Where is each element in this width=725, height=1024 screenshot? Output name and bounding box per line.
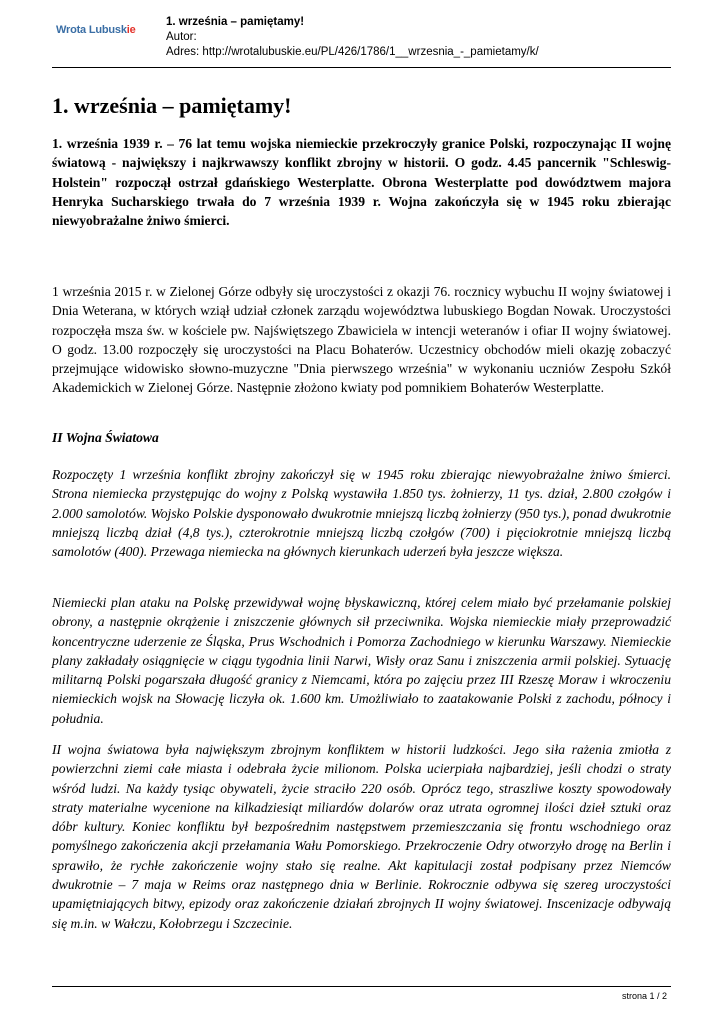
section-title: II Wojna Światowa bbox=[52, 430, 159, 445]
article-lead: 1. września 1939 r. – 76 lat temu wojska niemieckie przekroczyły granice Polski, rozpoczynając II wojnę światową - największy i najkrwawszy konflikt zbrojny w historii. O godz. 4.45 pancernik "Schleswig-Holstein" rozpoczął ostrzał gdańskiego Westerplatte. Obrona Westerplatte pod dowództwem majora Henryka Sucharskiego trwała do 7 września 1939 r. Wojna zakończyła się w 1945 roku zbierając niewyobrażalne żniwo śmierci. bbox=[52, 136, 671, 229]
wrota-lubuskie-logo bbox=[56, 24, 136, 36]
article-paragraph-3: Niemiecki plan ataku na Polskę przewidywał wojnę błyskawiczną, której celem miało być przełamanie polskiej obrony, a następnie okrążenie i zniszczenie głównych sił przeciwnika. Wojska niemieckie miały przeprowadzić koncentryczne uderzenie ze Śląska, Prus Wschodnich i Pomorza Zachodniego w kierunku Warszawy. Niemieckie plany zakładały osiągnięcie w ciągu tygodnia linii Narwi, Wisły oraz Sanu i zniszczenia armii polskiej. Sytuację militarną Polski pogarszała długość granicy z Niemcami, która po zajęciu przez III Rzeszę Moraw i wkroczeniu niemieckich wojsk na Słowację liczyła ok. 1.600 km. Umożliwiało to zaatakowanie Polski z zachodu, północy i południa. bbox=[52, 595, 671, 726]
page-number: strona 1 / 2 bbox=[621, 991, 667, 1001]
page-header bbox=[56, 15, 670, 67]
header-author: Autor: bbox=[166, 31, 197, 43]
header-meta bbox=[166, 15, 539, 60]
article-paragraph-2: Rozpoczęty 1 września konflikt zbrojny zakończył się w 1945 roku zbierając niewyobrażalne żniwo śmierci. Strona niemiecka przystępując do wojny z Polską wystawiła 1.850 tys. żołnierzy, 11 tys. dział, 2.800 czołgów i 2.000 samolotów. Wojsko Polskie dysponowało dwukrotnie mniejszą liczbą żołnierzy (950 tys.), ponad dwukrotnie mniejszą liczbą dział (4,8 tys.), czterokrotnie mniejszą liczbą czołgów (700) i pięciokrotnie mniejszą liczbą samolotów (400). Przewaga niemiecka na głównych kierunkach uderzeń była jeszcze większa. bbox=[52, 467, 671, 560]
header-title: 1. września – pamiętamy! bbox=[166, 16, 305, 28]
header-divider bbox=[52, 67, 671, 68]
logo-text-accent: ie bbox=[126, 24, 136, 36]
article-paragraph-4: II wojna światowa była największym zbrojnym konfliktem w historii ludzkości. Jego siła rażenia zmiotła z powierzchni ziemi całe miasta i odebrała życie milionom. Polska ucierpiała najbardziej, jeśli chodzi o straty wśród ludzi. Na każdy tysiąc obywateli, życie straciło 220 osób. Oprócz tego, straszliwe koszty spowodowały straty materialne wycenione na kilkadziesiąt miliardów dolarów oraz utrata ogromnej ilości dzieł sztuki oraz dóbr kultury. Koniec konfliktu był bezpośrednim następstwem przemieszczania się frontu wschodniego oraz pomyślnego zakończenia akcji przełamania Wału Pomorskiego. Przekroczenie Odry otworzyło drogę na Berlin i sprawiło, że rychłe zakończenie wojny stało się realne. Akt kapitulacji został podpisany przez Niemców dwukrotnie – 7 maja w Reims oraz następnego dnia w Berlinie. Rokrocznie odbywa się szereg uroczystości upamiętniających bitwy, epizody oraz zakończenie działań zbrojnych II wojny światowej. Inscenizacje odbywają się m.in. w Wałczu, Kołobrzegu i Szczecinie. bbox=[52, 742, 671, 931]
article-paragraph-1: 1 września 2015 r. w Zielonej Górze odbyły się uroczystości z okazji 76. rocznicy wybuchu II wojny światowej i Dnia Weterana, w których wziął udział członek zarządu województwa lubuskiego Bogdan Nowak. Uroczystości rozpoczęła msza św. w kościele pw. Najświętszego Zbawiciela w intencji weteranów i ofiar II wojny światowej. O godz. 13.00 rozpoczęły się uroczystości na Placu Bohaterów. Uczestnicy obchodów mieli okazję zobaczyć przejmujące widowisko słowno-muzyczne "Dnia pierwszego września" w wykonaniu uczniów Zespołu Szkół Akademickich w Zielonej Górze. Następnie złożono kwiaty pod pomnikiem Bohaterów Westerplatte. bbox=[52, 284, 671, 396]
header-address: Adres: http://wrotalubuskie.eu/PL/426/1786/1__wrzesnia_-_pamietamy/k/ bbox=[166, 46, 539, 58]
footer-divider bbox=[52, 986, 671, 987]
logo-text-main: Wrota Lubusk bbox=[56, 24, 127, 36]
article-title: 1. września – pamiętamy! bbox=[52, 93, 292, 118]
